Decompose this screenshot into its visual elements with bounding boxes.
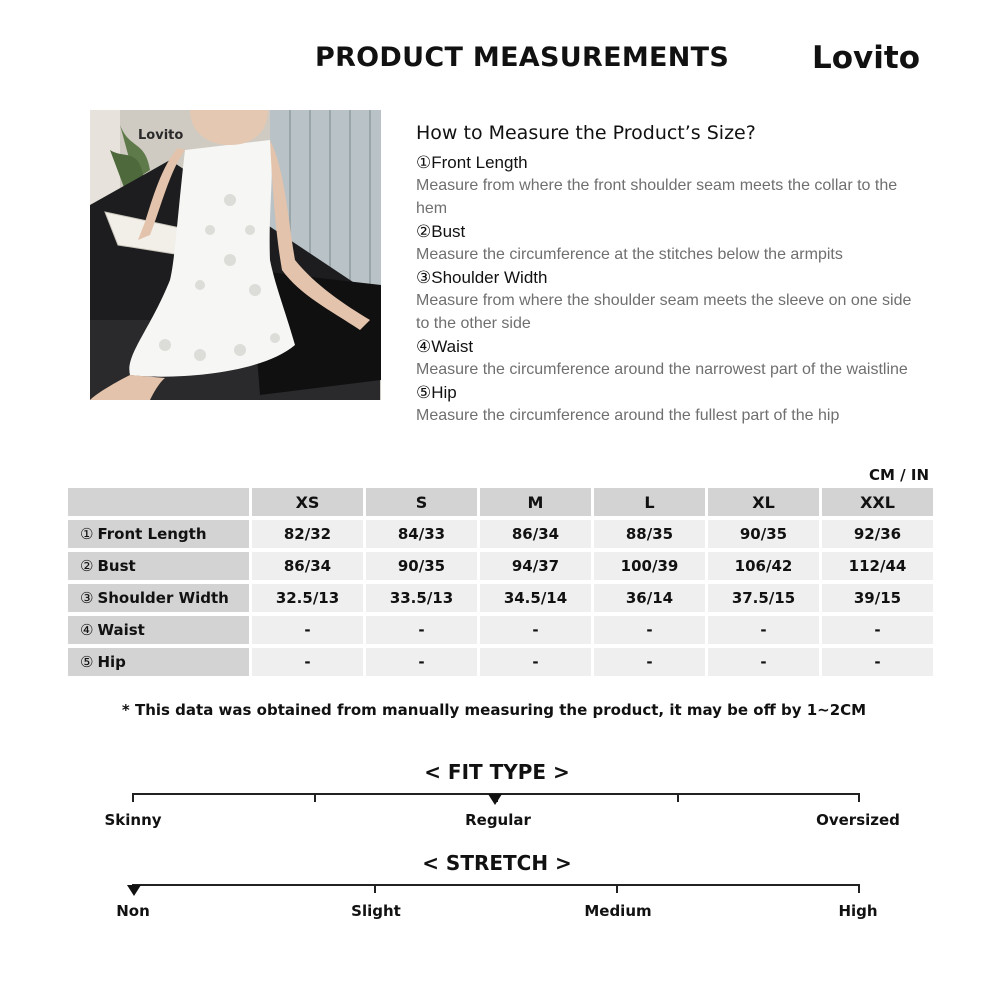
stretch-label-medium: Medium [584, 902, 652, 920]
row-number: ② [80, 557, 94, 575]
how-to-measure-section [416, 122, 916, 428]
stretch-tick [374, 884, 376, 893]
table-cell: 86/34 [480, 520, 591, 548]
table-cell: - [480, 616, 591, 644]
stretch-label-non: Non [116, 902, 150, 920]
size-header-xs: XS [252, 488, 363, 516]
table-cell: 88/35 [594, 520, 705, 548]
fit-type-tick [858, 793, 860, 802]
table-cell: - [822, 616, 933, 644]
table-cell: 37.5/15 [708, 584, 819, 612]
row-label-text: Bust [97, 557, 136, 575]
row-label-hip [68, 648, 249, 676]
table-cell: 86/34 [252, 552, 363, 580]
table-row [68, 584, 933, 612]
table-cell: - [822, 648, 933, 676]
stretch-scale-line [133, 884, 860, 886]
row-number: ④ [80, 621, 94, 639]
row-label-text: Shoulder Width [97, 589, 229, 607]
row-label-front-length [68, 520, 249, 548]
measure-hip-desc: Measure the circumference around the fullest part of the hip [416, 407, 840, 424]
table-cell: 32.5/13 [252, 584, 363, 612]
row-number: ① [80, 525, 94, 543]
measure-bust-desc: Measure the circumference at the stitches below the armpits [416, 246, 843, 263]
brand-logo: Lovito [812, 40, 921, 76]
table-cell: 112/44 [822, 552, 933, 580]
fit-type-label-skinny: Skinny [104, 811, 162, 829]
table-cell: - [480, 648, 591, 676]
table-cell: 36/14 [594, 584, 705, 612]
fit-type-tick [314, 793, 316, 802]
fit-type-marker-icon [488, 794, 502, 805]
row-label-text: Front Length [97, 525, 207, 543]
size-header-l: L [594, 488, 705, 516]
stretch-tick [858, 884, 860, 893]
size-header-row [68, 488, 933, 516]
product-photo [90, 110, 381, 400]
fit-type-tick [132, 793, 134, 802]
row-label-text: Hip [97, 653, 126, 671]
table-cell: 34.5/14 [480, 584, 591, 612]
table-cell: 90/35 [708, 520, 819, 548]
measurement-note: * This data was obtained from manually measuring the product, it may be off by 1~2CM [121, 701, 867, 719]
measure-shoulder-width-head: ③Shoulder Width [416, 268, 548, 287]
table-cell: 106/42 [708, 552, 819, 580]
stretch-label-slight: Slight [351, 902, 401, 920]
table-cell: 84/33 [366, 520, 477, 548]
size-header-s: S [366, 488, 477, 516]
page-title: PRODUCT MEASUREMENTS [315, 42, 730, 73]
measure-shoulder-width-desc: Measure from where the shoulder seam meets the sleeve on one side to the other side [416, 292, 912, 332]
measure-front-length-desc: Measure from where the front shoulder seam meets the collar to the hem [416, 177, 898, 217]
row-number: ⑤ [80, 653, 94, 671]
table-cell: - [708, 648, 819, 676]
table-row [68, 552, 933, 580]
fit-type-tick [677, 793, 679, 802]
table-row [68, 520, 933, 548]
table-row [68, 616, 933, 644]
size-header-xl: XL [708, 488, 819, 516]
measure-waist-desc: Measure the circumference around the narrowest part of the waistline [416, 361, 908, 378]
row-label-bust [68, 552, 249, 580]
photo-watermark: Lovito [138, 128, 184, 143]
table-row [68, 648, 933, 676]
table-cell: 82/32 [252, 520, 363, 548]
table-cell: - [594, 616, 705, 644]
stretch-label-high: High [838, 902, 878, 920]
table-cell: 33.5/13 [366, 584, 477, 612]
fit-type-title: < FIT TYPE > [424, 760, 570, 784]
table-cell: - [366, 648, 477, 676]
measure-bust-head: ②Bust [416, 222, 466, 241]
row-label-text: Waist [97, 621, 145, 639]
stretch-tick [616, 884, 618, 893]
measure-hip-head: ⑤Hip [416, 383, 457, 402]
header-blank-cell [68, 488, 249, 516]
table-cell: 92/36 [822, 520, 933, 548]
fit-type-label-regular: Regular [465, 811, 531, 829]
table-cell: - [594, 648, 705, 676]
row-label-shoulder-width [68, 584, 249, 612]
size-header-m: M [480, 488, 591, 516]
stretch-marker-icon [127, 885, 141, 896]
table-cell: - [366, 616, 477, 644]
table-cell: - [252, 648, 363, 676]
table-cell: - [252, 616, 363, 644]
table-cell: 39/15 [822, 584, 933, 612]
size-header-xxl: XXL [822, 488, 933, 516]
table-cell: 94/37 [480, 552, 591, 580]
row-number: ③ [80, 589, 94, 607]
fit-type-label-oversized: Oversized [816, 811, 900, 829]
size-table [65, 484, 936, 680]
measure-waist-head: ④Waist [416, 337, 474, 356]
row-label-waist [68, 616, 249, 644]
table-cell: 100/39 [594, 552, 705, 580]
stretch-title: < STRETCH > [422, 851, 572, 875]
table-cell: - [708, 616, 819, 644]
unit-label: CM / IN [869, 466, 929, 484]
measure-front-length-head: ①Front Length [416, 153, 528, 172]
how-to-measure-title: How to Measure the Product’s Size? [416, 122, 756, 144]
table-cell: 90/35 [366, 552, 477, 580]
